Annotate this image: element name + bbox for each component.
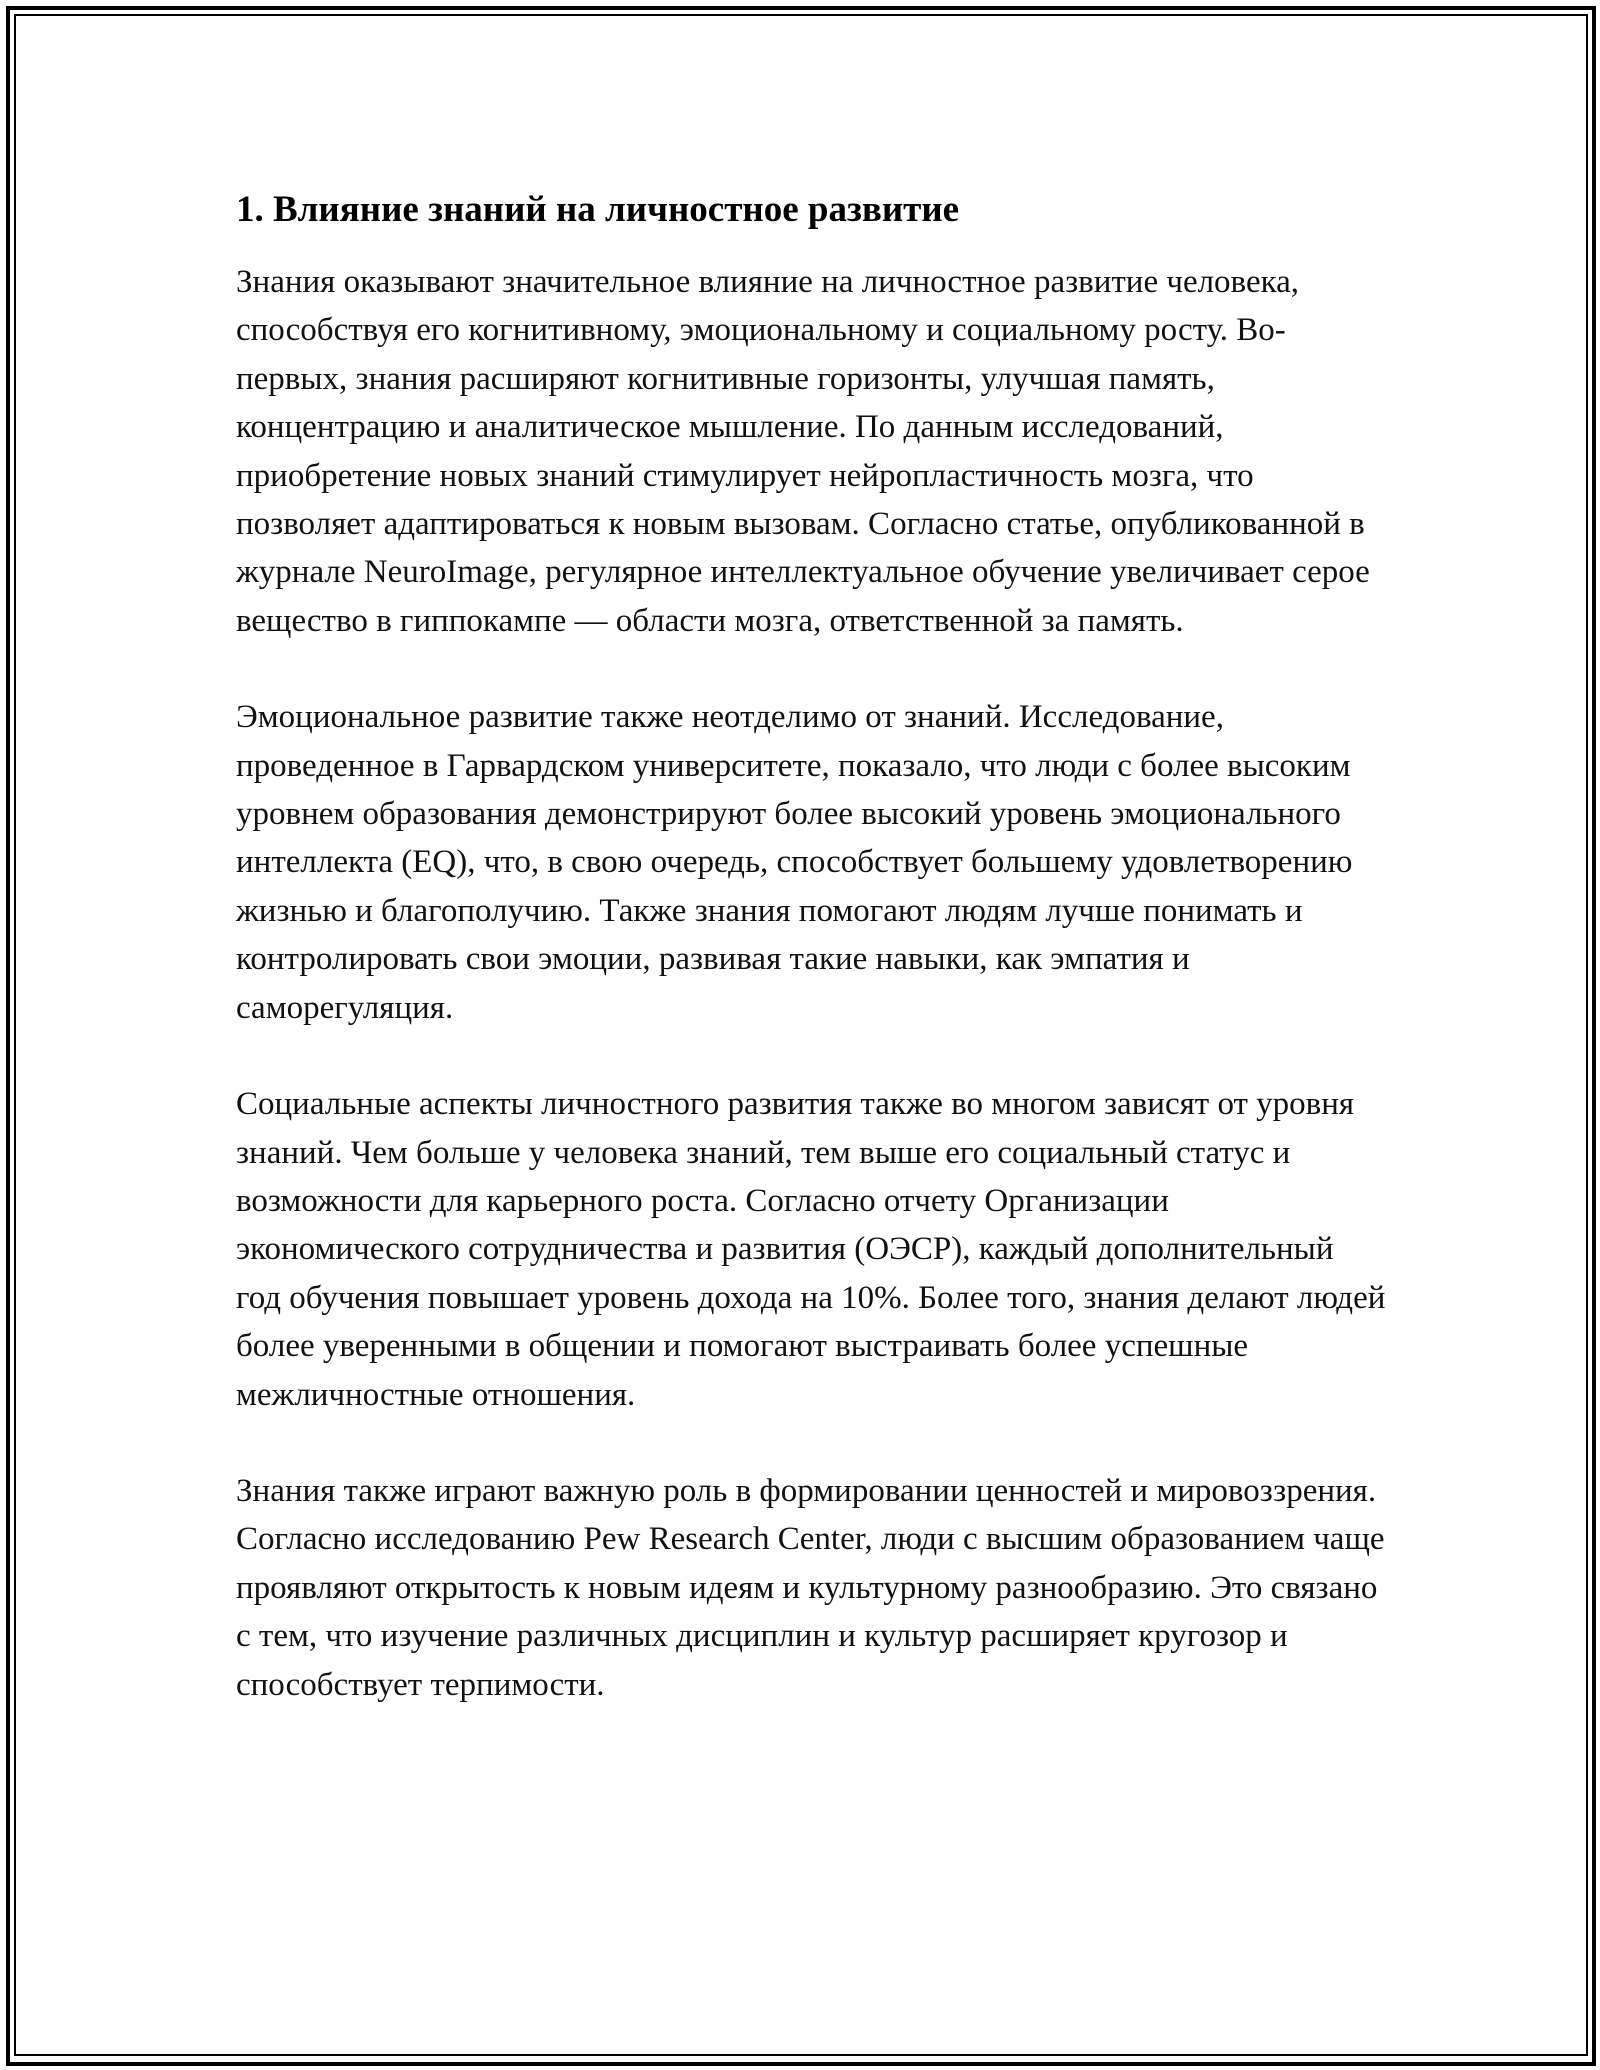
paragraph-cognitive: Знания оказывают значительное влияние на личностное развитие человека, способствуя его когнитивному, эмоциональному и социальному росту. Во-первых, знания расширяют когнитивные горизонты, улучшая память, концентрацию и аналитическое мышление. По данным исследований, приобретение новых знаний стимулирует нейропластичность мозга, что позволяет адаптироваться к новым вызовам. Согласно статье, опубликованной в журнале NeuroImage, регулярное интеллектуальное обучение увеличивает серое вещество в гиппокампе — области мозга, ответственной за память.	[236, 264, 1370, 639]
paragraph-emotional: Эмоциональное развитие также неотделимо от знаний. Исследование, проведенное в Гарвардском университете, показало, что люди с более высоким уровнем образования демонстрируют более высокий уровень эмоционального интеллекта (EQ), что, в свою очередь, способствует большему удовлетворению жизнью и благополучию. Также знания помогают людям лучше понимать и контролировать свои эмоции, развивая такие навыки, как эмпатия и саморегуляция.	[236, 699, 1353, 1026]
paragraph-values: Знания также играют важную роль в формировании ценностей и мировоззрения. Согласно исследованию Pew Research Center, люди с высшим образованием чаще проявляют открытость к новым идеям и культурному разнообразию. Это связано с тем, что изучение различных дисциплин и культур расширяет кругозор и способствует терпимости.	[236, 1472, 1385, 1703]
document-body	[236, 186, 1386, 1709]
paragraph-social: Социальные аспекты личностного развития также во многом зависят от уровня знаний. Чем больше у человека знаний, тем выше его социальный статус и возможности для карьерного роста. Согласно отчету Организации экономического сотрудничества и развития (ОЭСР), каждый дополнительный год обучения повышает уровень дохода на 10%. Более того, знания делают людей более уверенными в общении и помогают выстраивать более успешные межличностные отношения.	[236, 1086, 1386, 1413]
section-heading: 1. Влияние знаний на личностное развитие	[236, 189, 960, 230]
